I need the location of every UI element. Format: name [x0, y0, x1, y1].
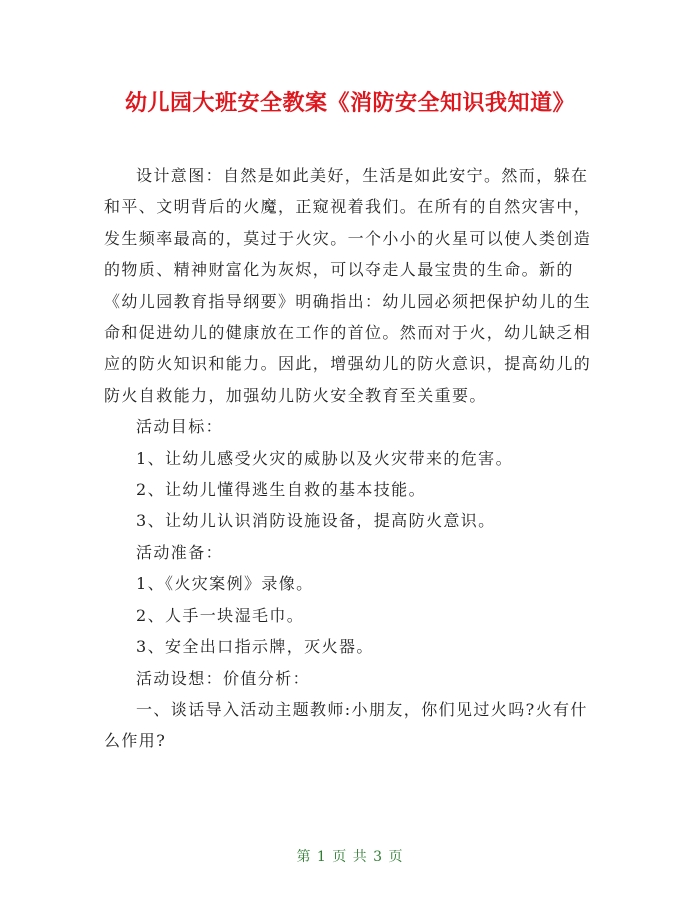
heading-activity-plan: 活动设想：价值分析：: [136, 668, 311, 688]
heading-activity-goals: 活动目标：: [136, 417, 224, 437]
list-item-goal-3: 3、让幼儿认识消防设施设备，提高防火意识。: [136, 511, 496, 531]
paragraph-step-1: 一、谈话导入活动主题教师:小朋友，你们见过火吗?火有什么作用?: [104, 699, 588, 751]
list-item-goal-1: 1、让幼儿感受火灾的威胁以及火灾带来的危害。: [136, 448, 513, 468]
page-number-footer: 第 1 页 共 3 页: [296, 849, 404, 865]
paragraph-design-intent: 设计意图：自然是如此美好，生活是如此安宁。然而，躲在和平、文明背后的火魔，正窥视着我们。在所有的自然灾害中，发生频率最高的，莫过于火灾。一个小小的火星可以使人类创造的物质、精神财富化为灰烬，可以夺走人最宝贵的生命。新的《幼儿园教育指导纲要》明确指出：幼儿园必须把保护幼儿的生命和促进幼儿的健康放在工作的首位。然而对于火，幼儿缺乏相应的防火知识和能力。因此，增强幼儿的防火意识，提高幼儿的防火自救能力，加强幼儿防火安全教育至关重要。: [104, 166, 592, 405]
document-body: [104, 160, 597, 757]
list-item-prep-3: 3、安全出口指示牌，灭火器。: [136, 637, 374, 657]
list-item-prep-2: 2、人手一块湿毛巾。: [136, 605, 305, 625]
list-item-goal-2: 2、让幼儿懂得逃生自救的基本技能。: [136, 480, 426, 500]
list-item-prep-1: 1、《火灾案例》录像。: [136, 574, 314, 594]
heading-activity-preparation: 活动准备：: [136, 542, 224, 562]
document-title: 幼儿园大班安全教案《消防安全知识我知道》: [124, 91, 575, 116]
